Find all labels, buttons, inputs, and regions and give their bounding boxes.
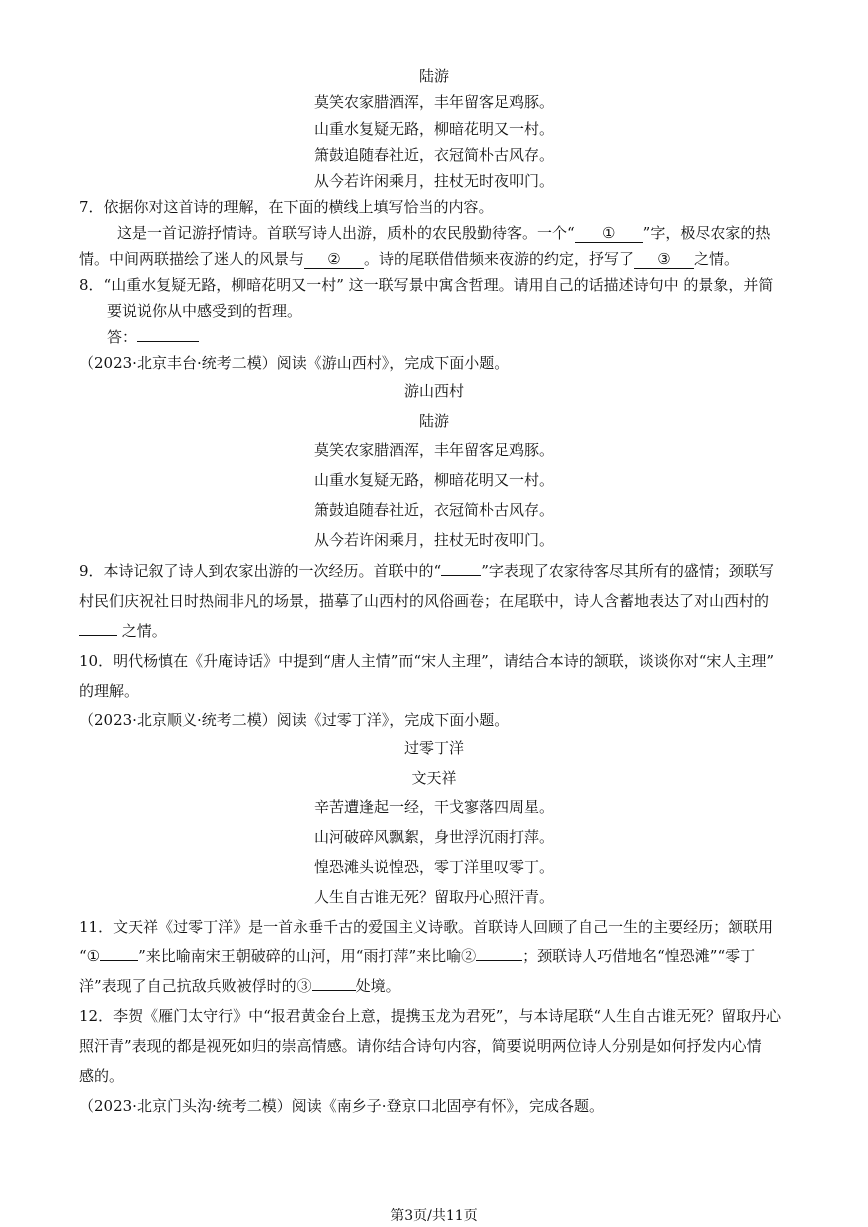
question-12-line-2: 照汗青”表现的都是视死如归的崇高情感。请你结合诗句内容，简要说明两位诗人分别是如何抒发内心情: [79, 1037, 762, 1055]
question-11-line-1: 11．文天祥《过零丁洋》是一首永垂千古的爱国主义诗歌。首联诗人回顾了自己一生的主要经历；颔联用: [79, 918, 774, 936]
blank-2[interactable]: ②: [304, 250, 364, 269]
question-11-line-3: 洋”表现了自己抗敌兵败被俘时的③ 处境。: [79, 977, 401, 995]
blank-q9-1[interactable]: [441, 575, 481, 576]
question-10-line-2: 的理解。: [79, 682, 140, 700]
section-intro-2: （2023·北京丰台·统考二模）阅读《游山西村》，完成下面小题。: [79, 354, 510, 372]
poem2-line-4: 从今若许闲乘月，拄杖无时夜叩门。: [313, 531, 554, 549]
blank-3[interactable]: ③: [634, 250, 694, 269]
poem1-line-1: 莫笑农家腊酒浑，丰年留客足鸡豚。: [313, 93, 554, 111]
question-10-line-1: 10．明代杨慎在《升庵诗话》中提到“唐人主情”而“宋人主理”，请结合本诗的颔联，谈谈你对“宋人主理”: [79, 652, 775, 670]
question-8-answer: 答：: [107, 327, 199, 347]
section-intro-4: （2023·北京门头沟·统考二模）阅读《南乡子·登京口北固亭有怀》，完成各题。: [79, 1097, 604, 1115]
question-12-line-1: 12．李贺《雁门太守行》中“报君黄金台上意，提携玉龙为君死”，与本诗尾联“人生自古谁无死？留取丹心: [79, 1007, 782, 1025]
poem2-line-2: 山重水复疑无路，柳暗花明又一村。: [313, 471, 554, 489]
poem1-line-3: 箫鼓追随春社近，衣冠简朴古风存。: [313, 146, 554, 164]
blank-q11-3[interactable]: [312, 990, 356, 991]
poem3-line-3: 惶恐滩头说惶恐，零丁洋里叹零丁。: [313, 858, 554, 876]
poem2-title: 游山西村: [403, 382, 464, 400]
question-9-line-3: 之情。: [79, 621, 167, 641]
poem1-line-2: 山重水复疑无路，柳暗花明又一村。: [313, 120, 554, 138]
question-9-line-2: 村民们庆祝社日时热闹非凡的场景，描摹了山西村的风俗画卷；在尾联中，诗人含蓄地表达了对山西村的: [79, 592, 770, 610]
blank-1[interactable]: ①: [575, 224, 643, 243]
blank-q11-1[interactable]: [100, 960, 138, 961]
poem2-line-3: 箫鼓追随春社近，衣冠简朴古风存。: [313, 501, 554, 519]
page-number: 第3页/共11页: [390, 1208, 478, 1224]
poem3-title: 过零丁洋: [403, 739, 464, 757]
question-9-line-1: 9．本诗记叙了诗人到农家出游的一次经历。首联中的“ ”字表现了农家待客尽其所有的盛情；颈联写: [79, 562, 774, 580]
poem3-line-1: 辛苦遭逢起一经，干戈寥落四周星。: [313, 798, 554, 816]
poem1-author: 陆游: [418, 67, 449, 85]
poem1-line-4: 从今若许闲乘月，拄杖无时夜叩门。: [313, 172, 554, 190]
poem3-line-2: 山河破碎风飘絮，身世浮沉雨打萍。: [313, 828, 554, 846]
section-intro-3: （2023·北京顺义·统考二模）阅读《过零丁洋》，完成下面小题。: [79, 711, 510, 729]
poem3-line-4: 人生自古谁无死？留取丹心照汗青。: [313, 888, 554, 906]
blank-q9-2[interactable]: [79, 635, 117, 636]
blank-q11-2[interactable]: [476, 960, 522, 961]
question-8-line-2: 要说说你从中感受到的哲理。: [107, 302, 303, 320]
poem2-author: 陆游: [418, 412, 449, 430]
answer-blank[interactable]: [137, 341, 199, 342]
question-8-line-1: 8．“山重水复疑无路，柳暗花明又一村” 这一联写景中寓含哲理。请用自己的话描述诗句中 的景象，并简: [79, 276, 774, 294]
question-12-line-3: 感的。: [79, 1067, 125, 1085]
question-7-line-1: 这是一首记游抒情诗。首联写诗人出游，质朴的农民殷勤待客。一个“ ① ”字，极尽农家的热: [117, 224, 771, 242]
poem3-author: 文天祥: [411, 769, 457, 787]
poem2-line-1: 莫笑农家腊酒浑，丰年留客足鸡豚。: [313, 441, 554, 459]
question-7-stem: 7．依据你对这首诗的理解，在下面的横线上填写恰当的内容。: [79, 198, 494, 216]
question-7-line-2: 情。中间两联描绘了迷人的风景与 ② 。诗的尾联借借频来夜游的约定，抒写了 ③ 之情。: [79, 250, 740, 268]
question-11-line-2: “① ”来比喻南宋王朝破碎的山河，用“雨打萍”来比喻② ；颈联诗人巧借地名“惶恐滩”“零丁: [79, 947, 756, 965]
